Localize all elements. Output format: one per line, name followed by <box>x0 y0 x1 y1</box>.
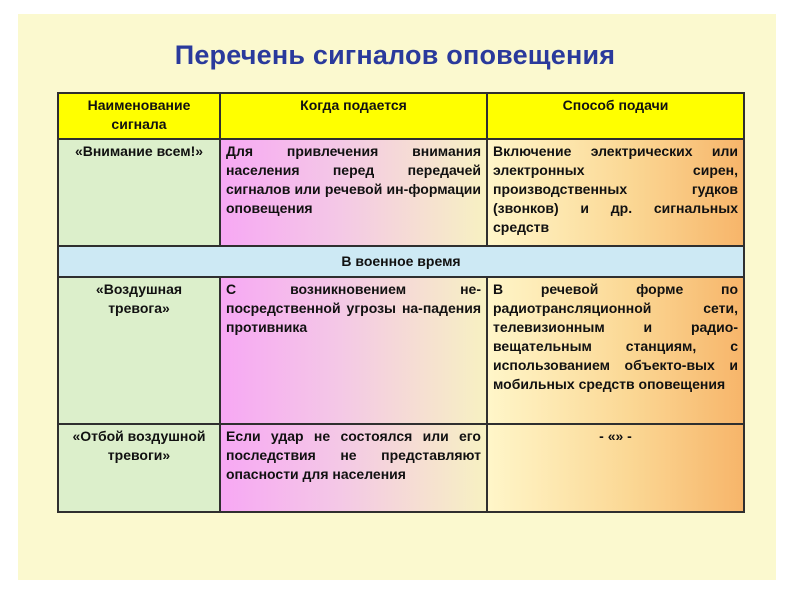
signal-when-cell: Для привлечения внимания населения перед передачей сигналов или речевой ин-формации оповещения <box>220 139 487 246</box>
signal-how-cell: В речевой форме по радиотрансляционной сети, телевизионным и радио-вещательным станциям, с использованием объекто-вых и мобильных средств оповещения <box>487 277 744 424</box>
wartime-section-row <box>58 246 744 277</box>
table-header-row <box>58 93 744 139</box>
header-when: Когда подается <box>220 93 487 139</box>
table-row <box>58 277 744 424</box>
signal-when-cell: С возникновением не-посредственной угрозы на-падения противника <box>220 277 487 424</box>
signal-name-cell: «Внимание всем!» <box>58 139 220 246</box>
signal-how-cell: Включение электрических или электронных сирен, производственных гудков (звонков) и др. сигнальных средств <box>487 139 744 246</box>
table-row <box>58 139 744 246</box>
header-how: Способ подачи <box>487 93 744 139</box>
header-signal-name: Наименование сигнала <box>58 93 220 139</box>
page-title: Перечень сигналов оповещения <box>174 40 616 70</box>
signal-how-cell: - «» - <box>487 424 744 512</box>
signal-name-cell: «Воздушная тревога» <box>58 277 220 424</box>
signal-name-cell: «Отбой воздушной тревоги» <box>58 424 220 512</box>
signal-when-cell: Если удар не состоялся или его последствия не представляют опасности для населения <box>220 424 487 512</box>
wartime-label: В военное время <box>58 246 744 277</box>
signals-table <box>57 92 745 513</box>
table-row <box>58 424 744 512</box>
